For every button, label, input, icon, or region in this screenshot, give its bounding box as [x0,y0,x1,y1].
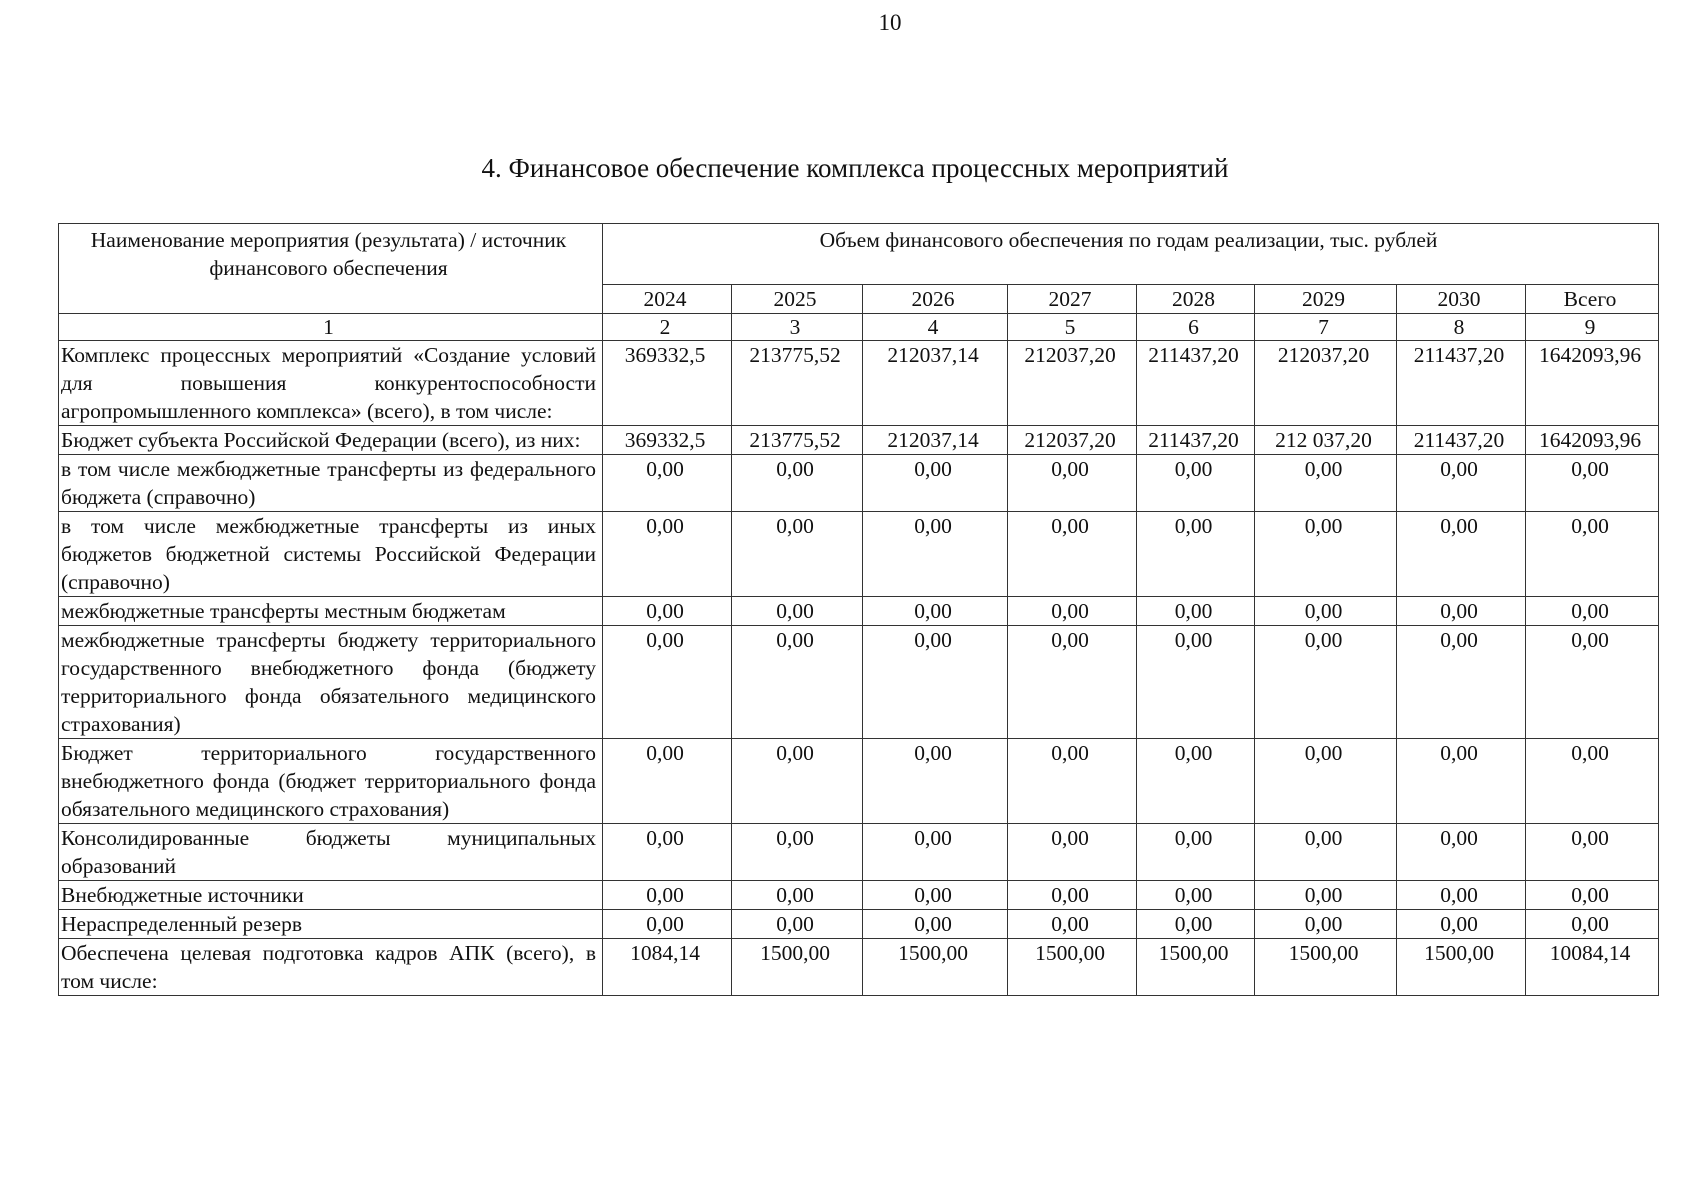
value-cell: 1500,00 [1137,939,1255,996]
value-cell: 0,00 [1137,626,1255,739]
total-cell: 0,00 [1526,739,1659,824]
value-cell: 0,00 [1397,455,1526,512]
table-row [59,455,1659,512]
value-cell: 0,00 [1255,824,1397,881]
total-cell: 10084,14 [1526,939,1659,996]
value-cell: 0,00 [1397,881,1526,910]
column-number: 4 [863,314,1008,341]
value-cell: 213775,52 [732,341,863,426]
value-cell: 0,00 [732,824,863,881]
row-name: Бюджет субъекта Российской Федерации (всего), из них: [59,426,603,455]
value-cell: 0,00 [1255,512,1397,597]
value-cell: 211437,20 [1397,426,1526,455]
value-cell: 0,00 [1255,626,1397,739]
value-cell: 213775,52 [732,426,863,455]
value-cell: 0,00 [863,597,1008,626]
header-row [59,224,1659,285]
total-cell: 0,00 [1526,455,1659,512]
value-cell: 212 037,20 [1255,426,1397,455]
total-cell: 0,00 [1526,626,1659,739]
column-number: 2 [603,314,732,341]
value-cell: 0,00 [603,597,732,626]
value-cell: 0,00 [1137,739,1255,824]
value-cell: 0,00 [863,910,1008,939]
header-name-cell: Наименование мероприятия (результата) / источник финансового обеспечения [59,224,603,314]
year-header: 2027 [1008,285,1137,314]
value-cell: 0,00 [1255,455,1397,512]
year-header: 2025 [732,285,863,314]
value-cell: 0,00 [1255,739,1397,824]
value-cell: 0,00 [1137,455,1255,512]
column-number: 5 [1008,314,1137,341]
value-cell: 0,00 [1008,881,1137,910]
column-number: 1 [59,314,603,341]
value-cell: 0,00 [603,455,732,512]
table-row [59,512,1659,597]
value-cell: 0,00 [1137,512,1255,597]
value-cell: 0,00 [1255,910,1397,939]
row-name: в том числе межбюджетные трансферты из федерального бюджета (справочно) [59,455,603,512]
row-name: Внебюджетные источники [59,881,603,910]
value-cell: 0,00 [732,881,863,910]
year-header: 2029 [1255,285,1397,314]
value-cell: 0,00 [732,910,863,939]
value-cell: 1500,00 [1255,939,1397,996]
total-cell: 1642093,96 [1526,426,1659,455]
total-header: Всего [1526,285,1659,314]
table-row [59,341,1659,426]
value-cell: 0,00 [732,455,863,512]
total-cell: 0,00 [1526,910,1659,939]
value-cell: 0,00 [863,455,1008,512]
financing-table [58,223,1659,996]
total-cell: 0,00 [1526,881,1659,910]
row-name: Консолидированные бюджеты муниципальных образований [59,824,603,881]
section-title: 4. Финансовое обеспечение комплекса процессных мероприятий [481,153,1229,183]
value-cell: 0,00 [603,739,732,824]
value-cell: 212037,14 [863,426,1008,455]
column-number: 7 [1255,314,1397,341]
total-cell: 0,00 [1526,597,1659,626]
value-cell: 0,00 [1137,910,1255,939]
value-cell: 0,00 [863,881,1008,910]
column-numbers-row [59,314,1659,341]
year-header: 2026 [863,285,1008,314]
value-cell: 0,00 [603,910,732,939]
value-cell: 1500,00 [863,939,1008,996]
row-name: Нераспределенный резерв [59,910,603,939]
column-number: 9 [1526,314,1659,341]
column-number: 6 [1137,314,1255,341]
value-cell: 0,00 [603,626,732,739]
value-cell: 211437,20 [1137,426,1255,455]
row-name: Обеспечена целевая подготовка кадров АПК (всего), в том числе: [59,939,603,996]
value-cell: 0,00 [863,824,1008,881]
total-cell: 0,00 [1526,824,1659,881]
value-cell: 212037,14 [863,341,1008,426]
value-cell: 0,00 [863,739,1008,824]
value-cell: 211437,20 [1137,341,1255,426]
value-cell: 211437,20 [1397,341,1526,426]
total-cell: 1642093,96 [1526,341,1659,426]
table-row [59,426,1659,455]
value-cell: 0,00 [1397,626,1526,739]
value-cell: 0,00 [1008,739,1137,824]
row-name: межбюджетные трансферты бюджету территориального государственного внебюджетного фонда (бюджету территориального фонда обязательного медицинского страхования) [59,626,603,739]
table-row [59,824,1659,881]
value-cell: 212037,20 [1008,341,1137,426]
value-cell: 0,00 [1008,824,1137,881]
value-cell: 0,00 [1397,910,1526,939]
table-row [59,739,1659,824]
table-row [59,881,1659,910]
table-row [59,939,1659,996]
column-number: 3 [732,314,863,341]
value-cell: 0,00 [863,626,1008,739]
value-cell: 0,00 [732,512,863,597]
page-number: 10 [878,10,902,35]
value-cell: 0,00 [1008,910,1137,939]
value-cell: 0,00 [1397,512,1526,597]
value-cell: 0,00 [603,881,732,910]
total-cell: 0,00 [1526,512,1659,597]
column-number: 8 [1397,314,1526,341]
year-header: 2028 [1137,285,1255,314]
value-cell: 1084,14 [603,939,732,996]
value-cell: 0,00 [1008,597,1137,626]
value-cell: 369332,5 [603,426,732,455]
value-cell: 0,00 [1008,512,1137,597]
value-cell: 0,00 [732,597,863,626]
row-name: Бюджет территориального государственного внебюджетного фонда (бюджет территориального фонда обязательного медицинского страхования) [59,739,603,824]
header-volume-cell: Объем финансового обеспечения по годам реализации, тыс. рублей [603,224,1659,285]
value-cell: 0,00 [603,824,732,881]
table-row [59,626,1659,739]
value-cell: 212037,20 [1255,341,1397,426]
value-cell: 0,00 [732,739,863,824]
value-cell: 0,00 [1137,824,1255,881]
value-cell: 0,00 [1008,626,1137,739]
value-cell: 0,00 [1397,597,1526,626]
value-cell: 369332,5 [603,341,732,426]
value-cell: 0,00 [1137,597,1255,626]
value-cell: 0,00 [1255,597,1397,626]
value-cell: 0,00 [1137,881,1255,910]
table-row [59,910,1659,939]
row-name: Комплекс процессных мероприятий «Создание условий для повышения конкурентоспособности агропромышленного комплекса» (всего), в том числе: [59,341,603,426]
value-cell: 0,00 [1008,455,1137,512]
value-cell: 1500,00 [1008,939,1137,996]
value-cell: 0,00 [1255,881,1397,910]
year-header: 2024 [603,285,732,314]
value-cell: 212037,20 [1008,426,1137,455]
value-cell: 1500,00 [1397,939,1526,996]
table-row [59,597,1659,626]
value-cell: 0,00 [863,512,1008,597]
row-name: в том числе межбюджетные трансферты из иных бюджетов бюджетной системы Российской Федерации (справочно) [59,512,603,597]
value-cell: 0,00 [732,626,863,739]
value-cell: 1500,00 [732,939,863,996]
year-header: 2030 [1397,285,1526,314]
row-name: межбюджетные трансферты местным бюджетам [59,597,603,626]
value-cell: 0,00 [603,512,732,597]
value-cell: 0,00 [1397,739,1526,824]
value-cell: 0,00 [1397,824,1526,881]
